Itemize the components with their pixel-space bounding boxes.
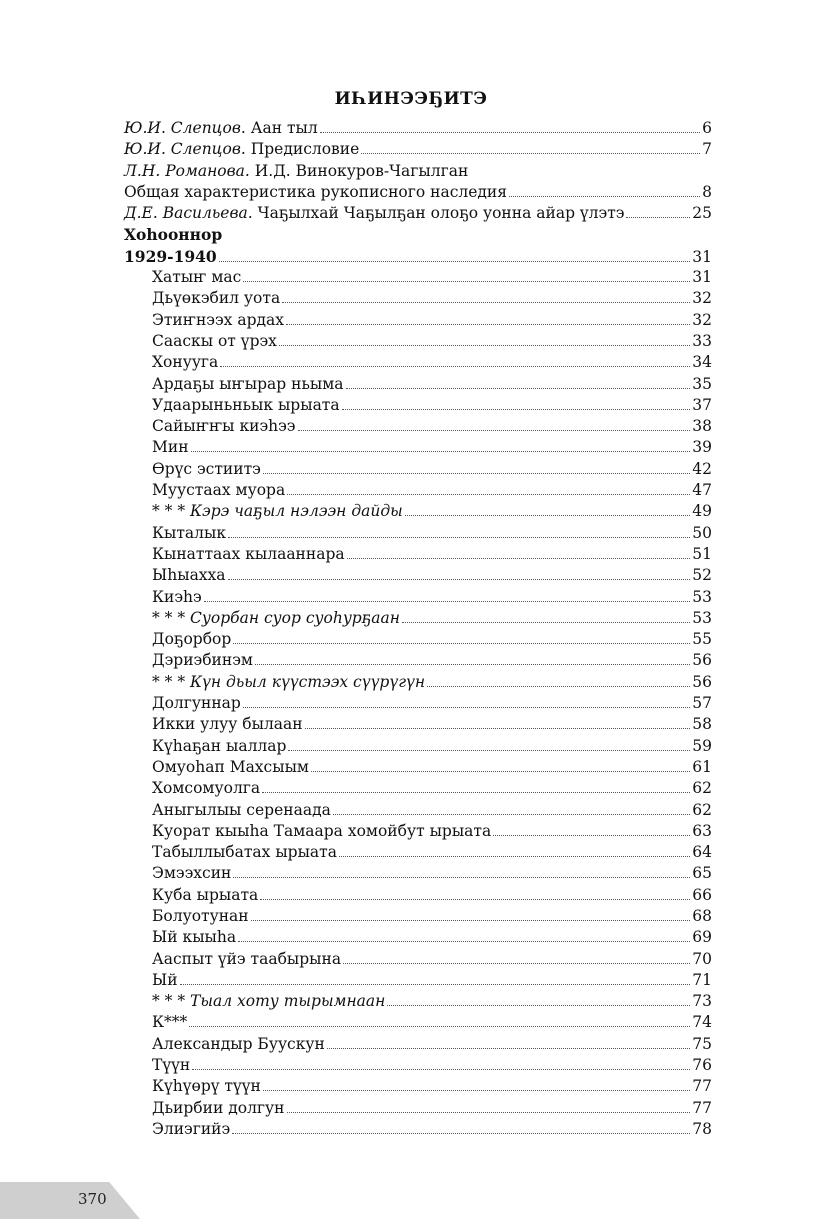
- toc-entry: [124, 267, 712, 288]
- toc-entry: [124, 1098, 712, 1119]
- toc-entry-text: [152, 693, 241, 714]
- toc-entry: [124, 1119, 712, 1140]
- toc-entry: [124, 310, 712, 331]
- toc-page-number: 66: [692, 885, 712, 904]
- toc-leader-dots: [228, 578, 691, 580]
- toc-entry: [124, 650, 712, 671]
- toc-leader-dots: [286, 323, 690, 325]
- toc-entry-title: К***: [152, 1013, 188, 1032]
- toc-entry-title: Эмээхсин: [152, 864, 232, 883]
- toc-entry: [124, 565, 712, 586]
- toc-leader-dots: [243, 706, 690, 708]
- toc-leader-dots: [263, 1089, 690, 1091]
- toc-leader-dots: [262, 791, 690, 793]
- toc-entry-text: [152, 970, 178, 991]
- toc-leader-dots: [243, 280, 690, 282]
- toc-leader-dots: [238, 940, 690, 942]
- toc-entry-title: Ый: [152, 970, 178, 989]
- toc-leader-dots: [189, 1025, 690, 1027]
- toc-leader-dots: [233, 642, 690, 644]
- toc-entry: [124, 480, 712, 501]
- toc-entry: [124, 523, 712, 544]
- toc-entry-text: [152, 352, 218, 373]
- toc-entry-title: Өрүс эстиитэ: [152, 459, 261, 478]
- toc-page-number: 62: [692, 779, 712, 798]
- toc-entry: [124, 288, 712, 309]
- toc-leader-dots: [219, 260, 691, 262]
- toc-leader-dots: [427, 685, 690, 687]
- toc-page-number: 78: [692, 1119, 712, 1138]
- toc-entry: [124, 139, 712, 160]
- toc-page-number: 53: [692, 608, 712, 627]
- toc-page-number: 73: [692, 992, 712, 1011]
- toc-entry-title: Элиэгийэ: [152, 1119, 231, 1138]
- toc-entry: [124, 331, 712, 352]
- toc-entry: [124, 970, 712, 991]
- toc-entry-title: * * * Суорбан суор суоһурҕаан: [152, 608, 400, 627]
- toc-page-number: 63: [692, 821, 712, 840]
- toc-entry-text: [152, 288, 280, 309]
- toc-page-number: 8: [702, 182, 712, 201]
- toc-leader-dots: [405, 514, 690, 516]
- toc-leader-dots: [320, 131, 700, 133]
- toc-entry-text: [124, 161, 468, 182]
- toc-entry-text: [152, 650, 253, 671]
- toc-leader-dots: [493, 834, 690, 836]
- toc-entry-title: Түүн: [152, 1056, 191, 1075]
- toc-entry-title: Кыталык: [152, 523, 227, 542]
- toc-page-number: 31: [692, 268, 712, 287]
- toc-entry-text: [152, 885, 258, 906]
- toc-entry-text: [152, 331, 277, 352]
- toc-leader-dots: [260, 898, 690, 900]
- toc-entry-text: [124, 246, 217, 267]
- toc-page-number: 31: [692, 247, 712, 266]
- toc-entry: [124, 991, 712, 1012]
- toc-page-number: 77: [692, 1098, 712, 1117]
- toc-entry: [124, 714, 712, 735]
- toc-page-number: 61: [692, 757, 712, 776]
- toc-entry-text: [152, 608, 400, 629]
- toc-leader-dots: [305, 727, 691, 729]
- toc-entry-title: Омуоһап Махсыым: [152, 757, 309, 776]
- toc-page-number: 50: [692, 523, 712, 542]
- toc-page-number: 56: [692, 672, 712, 691]
- toc-entry-title: Икки улуу былаан: [152, 715, 303, 734]
- toc-page-number: 68: [692, 906, 712, 925]
- toc-entry: [124, 821, 712, 842]
- toc-entry-title: Ааспыт үйэ таабырына: [152, 949, 342, 968]
- toc-entry-title: Табыллыбатах ырыата: [152, 843, 337, 862]
- toc-leader-dots: [287, 493, 690, 495]
- toc-leader-dots: [402, 621, 690, 623]
- toc-entry-title: * * * Күн дьыл күүстээх сүүрүгүн: [152, 672, 426, 691]
- toc-entry-title: Дьирбии долгун: [152, 1098, 285, 1117]
- toc-entry-author: Ю.И. Слепцов.: [124, 140, 246, 159]
- toc-leader-dots: [204, 600, 691, 602]
- toc-entry-text: [152, 757, 309, 778]
- toc-page-number: 69: [692, 928, 712, 947]
- toc-entry-title: Александыр Буускун: [152, 1034, 325, 1053]
- toc-entry: [124, 608, 712, 629]
- toc-entry: [124, 1012, 712, 1033]
- toc-entry-text: [152, 800, 331, 821]
- toc-page-number: 34: [692, 353, 712, 372]
- toc-entry-title: Муустаах муора: [152, 481, 286, 500]
- toc-page-number: 35: [692, 374, 712, 393]
- toc-page-number: 25: [692, 204, 712, 223]
- toc-leader-dots: [343, 962, 690, 964]
- toc-page-number: 47: [692, 481, 712, 500]
- toc-page-number: 37: [692, 395, 712, 414]
- toc-entry: [124, 224, 712, 245]
- toc-entry-text: [152, 629, 231, 650]
- toc-entry-title: Кынаттаах кылааннара: [152, 544, 345, 563]
- toc-entry: [124, 374, 712, 395]
- toc-entry: [124, 501, 712, 522]
- toc-entry-title: Хатыҥ мас: [152, 268, 242, 287]
- toc-entry-title: Сааскы от үрэх: [152, 331, 277, 350]
- toc-entry-text: [152, 842, 337, 863]
- toc-entry-text: [152, 778, 260, 799]
- toc-entry-title: Дэриэбинэм: [152, 651, 253, 670]
- toc-leader-dots: [255, 663, 690, 665]
- toc-entry: [124, 416, 712, 437]
- toc-entry-title: Общая характеристика рукописного наследия: [124, 182, 508, 201]
- toc-entry: [124, 885, 712, 906]
- toc-entry-author: Д.Е. Васильева.: [124, 204, 253, 223]
- toc-page-number: 7: [702, 140, 712, 159]
- toc-entry-title: Хомсомуолга: [152, 779, 261, 798]
- toc-entry-text: [152, 480, 285, 501]
- toc-page-number: 42: [692, 459, 712, 478]
- toc-leader-dots: [333, 813, 690, 815]
- toc-page-number: 74: [692, 1013, 712, 1032]
- toc-leader-dots: [342, 408, 691, 410]
- toc-page-number: 55: [692, 630, 712, 649]
- toc-page-number: 32: [692, 289, 712, 308]
- toc-entry: [124, 842, 712, 863]
- toc-entry: [124, 459, 712, 480]
- toc-entry: [124, 1055, 712, 1076]
- toc-leader-dots: [192, 1068, 690, 1070]
- toc-entry-title: Хонууга: [152, 353, 219, 372]
- toc-entry: [124, 246, 712, 267]
- toc-page-number: 65: [692, 864, 712, 883]
- toc-leader-dots: [298, 429, 691, 431]
- toc-entry: [124, 949, 712, 970]
- footer-tab: [0, 1182, 140, 1219]
- toc-page-number: 49: [692, 502, 712, 521]
- toc-entry: [124, 693, 712, 714]
- toc-entry: [124, 587, 712, 608]
- toc-leader-dots: [509, 195, 700, 197]
- toc-page-number: 75: [692, 1034, 712, 1053]
- toc-entry-text: [152, 544, 345, 565]
- toc-entry-text: [152, 459, 261, 480]
- toc-leader-dots: [311, 770, 690, 772]
- toc-entry-text: [152, 395, 340, 416]
- toc-entry-text: [124, 224, 222, 245]
- toc-leader-dots: [228, 536, 690, 538]
- toc-entry-title: Сайыҥҥы киэһээ: [152, 417, 296, 436]
- toc-entry-title: Куорат кыыһа Тамаара хомойбут ырыата: [152, 821, 492, 840]
- toc-leader-dots: [263, 472, 690, 474]
- toc-page-number: 33: [692, 331, 712, 350]
- toc-leader-dots: [282, 301, 690, 303]
- toc-page-number: 70: [692, 949, 712, 968]
- toc-page-number: 76: [692, 1056, 712, 1075]
- toc-entry-text: [152, 821, 491, 842]
- toc-entry: [124, 437, 712, 458]
- toc-leader-dots: [339, 855, 690, 857]
- toc-entry-text: [152, 672, 425, 693]
- toc-entry-title: * * * Кэрэ чаҕыл нэлээн дайды: [152, 502, 403, 521]
- toc-entry-text: [124, 118, 318, 139]
- toc-page-number: 32: [692, 310, 712, 329]
- toc-entry-text: [152, 310, 284, 331]
- toc-entry: [124, 757, 712, 778]
- toc-entry-text: [152, 523, 226, 544]
- toc-entry: [124, 778, 712, 799]
- toc-entry-text: [124, 182, 507, 203]
- toc-entry-text: [152, 1098, 285, 1119]
- toc-entry-title: Күһаҕан ыаллар: [152, 736, 287, 755]
- toc-leader-dots: [232, 1132, 690, 1134]
- toc-entry-text: [152, 863, 231, 884]
- toc-page-number: 62: [692, 800, 712, 819]
- toc-entry-title: Ардаҕы ыҥырар ньыма: [152, 374, 344, 393]
- toc-page-number: 77: [692, 1077, 712, 1096]
- toc-entry: [124, 927, 712, 948]
- toc-page-number: 39: [692, 438, 712, 457]
- toc-page-number: 52: [692, 566, 712, 585]
- toc-entry-title: * * * Тыал хоту тырымнаан: [152, 992, 386, 1011]
- toc-entry-title: Мин: [152, 438, 189, 457]
- toc-entry-title: Аан тыл: [245, 119, 318, 137]
- toc-entry-text: [152, 1012, 187, 1033]
- toc-entry-title: Дьүөкэбил уота: [152, 289, 281, 308]
- toc-entry-title: Долгуннар: [152, 694, 241, 713]
- toc-entry-text: [152, 501, 403, 522]
- toc-leader-dots: [220, 365, 690, 367]
- toc-entry-text: [152, 416, 296, 437]
- toc-page-number: 51: [692, 544, 712, 563]
- footer-page-number: 370: [78, 1190, 107, 1208]
- toc-entry-title: Хоһооннор: [124, 225, 223, 245]
- toc-entry-title: Предисловие: [245, 140, 360, 159]
- toc-entry: [124, 1076, 712, 1097]
- toc-entry: [124, 863, 712, 884]
- toc-entry-title: Ый кыыһа: [152, 928, 237, 947]
- toc-entry-title: Күһүөрү түүн: [152, 1077, 261, 1096]
- toc-entry-text: [152, 991, 385, 1012]
- toc-entry-title: 1929-1940: [124, 246, 217, 266]
- toc-entry-author: Л.Н. Романова.: [124, 161, 250, 180]
- toc-leader-dots: [626, 216, 690, 218]
- toc-leader-dots: [180, 983, 691, 985]
- toc-entry-text: [152, 927, 236, 948]
- toc-leader-dots: [387, 1004, 690, 1006]
- toc-entry-title: Киэһэ: [152, 587, 202, 606]
- toc-entry-text: [152, 1034, 325, 1055]
- toc-page-number: 56: [692, 651, 712, 670]
- toc-entry-text: [124, 203, 624, 224]
- toc-entry-text: [124, 139, 359, 160]
- toc-page-number: 58: [692, 715, 712, 734]
- toc-entry: [124, 800, 712, 821]
- toc-entry-text: [152, 906, 249, 927]
- toc-page-number: 53: [692, 587, 712, 606]
- toc-entry-title: Болуотунан: [152, 906, 249, 925]
- toc-page-number: 57: [692, 694, 712, 713]
- toc-entry: [124, 544, 712, 565]
- toc-leader-dots: [251, 919, 691, 921]
- toc-entry-text: [152, 267, 241, 288]
- toc-leader-dots: [361, 152, 700, 154]
- toc-leader-dots: [233, 876, 690, 878]
- toc-entry-text: [152, 437, 189, 458]
- toc-entry-text: [152, 565, 226, 586]
- toc-entry-title: Куба ырыата: [152, 885, 259, 904]
- toc-entry-title: Чаҕылхай Чаҕылҕан олоҕо уонна айар үлэтэ: [252, 204, 625, 223]
- toc-entry: [124, 161, 712, 182]
- page-title: ИҺИНЭЭҔИТЭ: [334, 89, 488, 109]
- toc-leader-dots: [287, 1111, 691, 1113]
- toc-leader-dots: [279, 344, 690, 346]
- toc-entry-title: Удаарыньньык ырыата: [152, 395, 340, 414]
- toc-entry-text: [152, 1055, 190, 1076]
- toc-entry: [124, 182, 712, 203]
- toc-entry-text: [152, 374, 344, 395]
- toc-entry: [124, 629, 712, 650]
- toc-entry: [124, 672, 712, 693]
- toc-entry-title: Аныгылыы серенаада: [152, 800, 331, 819]
- toc-entry-text: [152, 1076, 261, 1097]
- toc-leader-dots: [327, 1047, 690, 1049]
- toc-leader-dots: [288, 749, 690, 751]
- toc-entry-text: [152, 714, 303, 735]
- toc-leader-dots: [346, 387, 691, 389]
- toc-entry-author: Ю.И. Слепцов.: [124, 119, 246, 137]
- toc-entry-text: [152, 736, 286, 757]
- toc-entry-text: [152, 1119, 230, 1140]
- toc-page-number: 6: [702, 119, 712, 137]
- toc-entry: [124, 395, 712, 416]
- toc-entry-text: [152, 949, 341, 970]
- toc-page-number: 64: [692, 843, 712, 862]
- toc-entry: [124, 736, 712, 757]
- toc-entry-title: Доҕорбор: [152, 630, 232, 649]
- toc-page-number: 71: [692, 970, 712, 989]
- toc-entry: [124, 118, 712, 139]
- toc-entry: [124, 203, 712, 224]
- toc-leader-dots: [191, 450, 691, 452]
- toc-entry: [124, 1034, 712, 1055]
- toc-entry-title: И.Д. Винокуров-Чагылган: [249, 161, 469, 180]
- table-of-contents: [124, 118, 712, 1140]
- toc-page-number: 38: [692, 417, 712, 436]
- toc-entry-title: Ыһыахха: [152, 566, 226, 585]
- toc-entry: [124, 906, 712, 927]
- toc-entry-text: [152, 587, 202, 608]
- toc-leader-dots: [347, 557, 691, 559]
- toc-page-number: 59: [692, 736, 712, 755]
- toc-entry-title: Этиҥнээх ардах: [152, 310, 285, 329]
- toc-entry: [124, 352, 712, 373]
